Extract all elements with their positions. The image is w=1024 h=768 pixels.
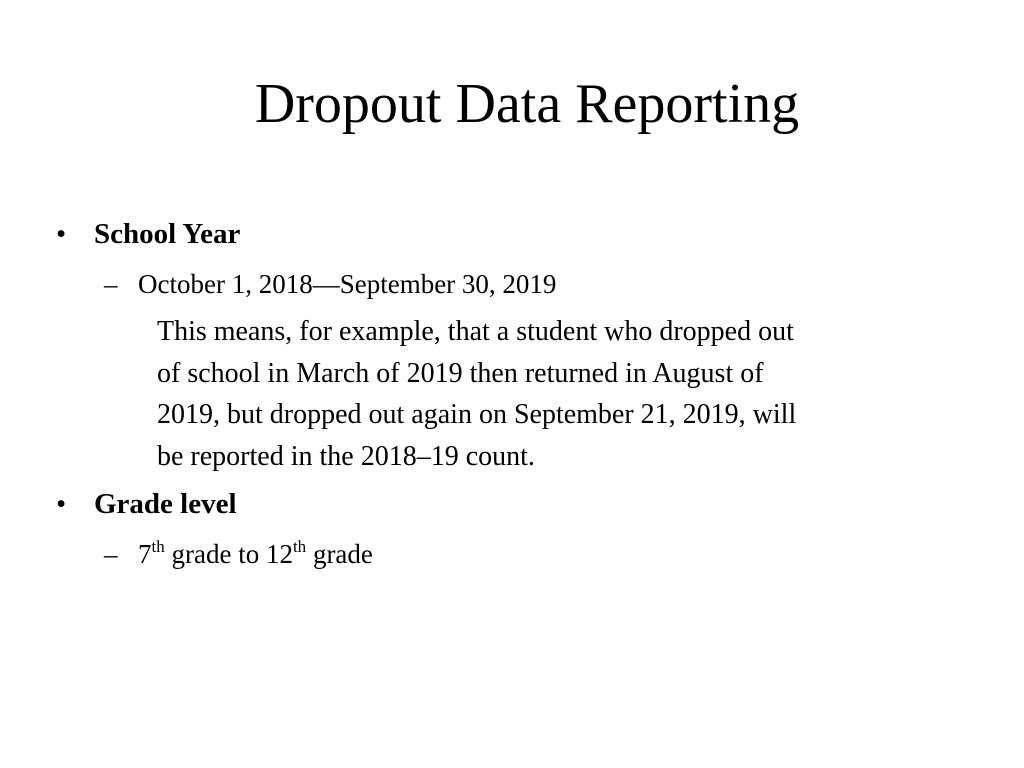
school-year-range-item: [104, 264, 556, 304]
dash-icon: –: [104, 539, 118, 569]
grade-middle-text: grade to 12: [164, 539, 293, 569]
grade-to-suffix: th: [292, 537, 307, 556]
note-line: of school in March of 2019 then returned in August of: [157, 357, 764, 389]
grade-level-label: Grade level: [94, 488, 237, 520]
note-line: be reported in the 2018–19 count.: [157, 440, 535, 472]
grade-from-number: 7: [138, 539, 152, 569]
grade-range-item: [104, 534, 373, 574]
grade-from-suffix: th: [151, 537, 165, 556]
bullet-grade-level: [56, 484, 237, 524]
grade-range: [138, 534, 373, 574]
note-line: This means, for example, that a student who dropped out: [157, 316, 794, 347]
grade-end-text: grade: [306, 539, 373, 569]
school-year-range: October 1, 2018—September 30, 2019: [138, 269, 557, 299]
bullet-icon: •: [56, 218, 67, 250]
bullet-school-year: [56, 214, 240, 254]
school-year-example-note: [157, 311, 957, 477]
note-line: 2019, but dropped out again on September 21, 2019, will: [157, 399, 797, 430]
bullet-icon: •: [56, 488, 67, 520]
dash-icon: –: [104, 269, 118, 299]
slide-title: Dropout Data Reporting: [254, 73, 800, 135]
school-year-label: School Year: [94, 218, 241, 250]
